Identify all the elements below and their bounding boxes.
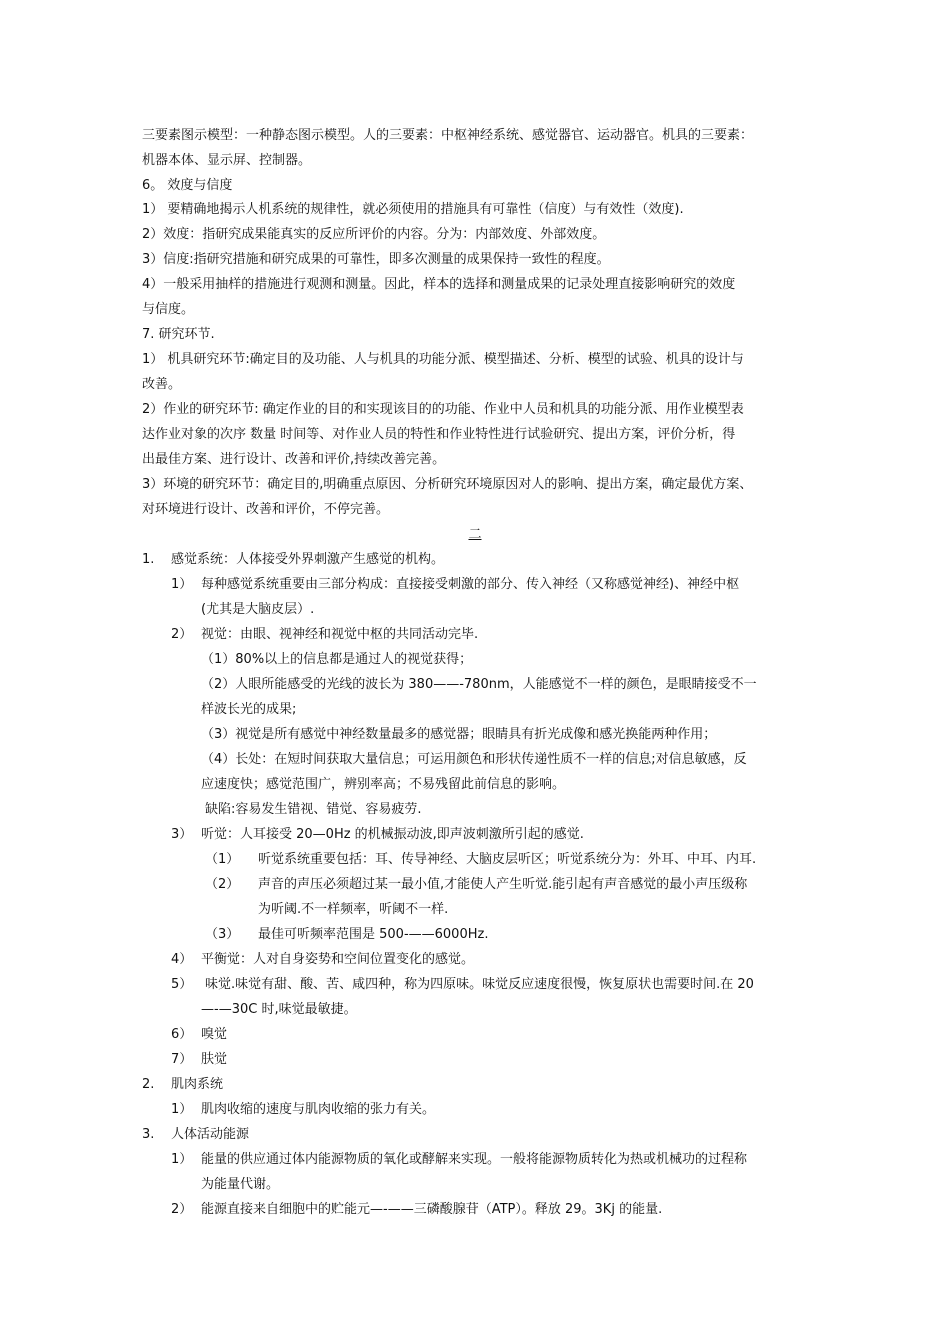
sub-item-number: 7）	[171, 1052, 193, 1067]
hearing-number: （3）	[205, 927, 240, 942]
paragraph-line: 3）信度:指研究措施和研究成果的可靠性，即多次测量的成果保持一致性的程度。	[142, 252, 610, 267]
hearing-number: （2）	[205, 877, 240, 892]
list-number: 2.	[142, 1077, 155, 1092]
list-number: 1.	[142, 552, 155, 567]
sub-item-number: 2）	[171, 1202, 193, 1217]
list-item: 感觉系统：人体接受外界刺激产生感觉的机构。	[171, 552, 445, 567]
sub-item-number: 1）	[171, 577, 193, 592]
sub-item-number: 1）	[171, 1102, 193, 1117]
sub-item: 听觉：人耳接受 20—0Hz 的机械振动波,即声波刺激所引起的感觉.	[201, 827, 584, 842]
list-item: 人体活动能源	[171, 1127, 250, 1142]
sub-item: 肤觉	[201, 1052, 228, 1067]
sub-item: —-—30C 时,味觉最敏捷。	[201, 1002, 357, 1017]
sub-item-number: 1）	[171, 1152, 193, 1167]
sub-item-number: 3）	[171, 827, 193, 842]
paragraph-line: 3）环境的研究环节：确定目的,明确重点原因、分析研究环境原因对人的影响、提出方案，确定最优方案、	[142, 477, 753, 492]
sub-item: 为能量代谢。	[201, 1177, 280, 1192]
paragraph-line: 4）一般采用抽样的措施进行观测和测量。因此，样本的选择和测量成果的记录处理直接影响研究的效度	[142, 277, 736, 292]
vision-point: 样波长光的成果;	[201, 702, 297, 717]
sub-item: 味觉.味觉有甜、酸、苦、咸四种，称为四原味。味觉反应速度很慢，恢复原状也需要时间.在 20	[205, 977, 754, 992]
hearing-number: （1）	[205, 852, 240, 867]
paragraph-line: 机器本体、显示屏、控制器。	[142, 153, 312, 168]
sub-item: 每种感觉系统重要由三部分构成：直接接受刺激的部分、传入神经（又称感觉神经)、神经中枢	[201, 577, 740, 592]
section-heading-7: 7. 研究环节.	[142, 327, 215, 342]
vision-point: （2）人眼所能感受的光线的波长为 380——-780nm，人能感觉不一样的颜色，是眼睛接受不一	[201, 677, 757, 692]
sub-item-number: 2）	[171, 627, 193, 642]
sub-item-number: 6）	[171, 1027, 193, 1042]
paragraph-line: 2）效度：指研究成果能真实的反应所评价的内容。分为：内部效度、外部效度。	[142, 227, 606, 242]
paragraph-line: 与信度。	[142, 302, 195, 317]
sub-item: 视觉：由眼、视神经和视觉中枢的共同活动完毕.	[201, 627, 479, 642]
hearing-point: 为听阈.不一样频率，听阈不一样.	[258, 902, 449, 917]
vision-point: 缺陷:容易发生错视、错觉、容易疲劳.	[205, 802, 422, 817]
paragraph-line: 改善。	[142, 377, 182, 392]
sub-item: 嗅觉	[201, 1027, 228, 1042]
sub-item-number: 5）	[171, 977, 193, 992]
sub-item: 肌肉收缩的速度与肌肉收缩的张力有关。	[201, 1102, 436, 1117]
paragraph-line: 出最佳方案、进行设计、改善和评价,持续改善完善。	[142, 452, 446, 467]
sub-item: 能量的供应通过体内能源物质的氧化或酵解来实现。一般将能源物质转化为热或机械功的过程称	[201, 1152, 748, 1167]
vision-point: （3）视觉是所有感觉中神经数量最多的感觉器；眼睛具有折光成像和感光换能两种作用；	[201, 727, 717, 742]
chapter-heading: 二	[468, 527, 482, 542]
vision-point: （1）80%以上的信息都是通过人的视觉获得；	[201, 652, 473, 667]
paragraph-line: 1） 要精确地揭示人机系统的规律性，就必须使用的措施具有可靠性（信度）与有效性（效度).	[142, 202, 684, 217]
paragraph-line: 对环境进行设计、改善和评价，不停完善。	[142, 502, 390, 517]
sub-item: (尤其是大脑皮层）.	[201, 602, 315, 617]
section-heading-6: 6。 效度与信度	[142, 178, 233, 193]
vision-point: 应速度快；感觉范围广，辨别率高；不易残留此前信息的影响。	[201, 777, 566, 792]
hearing-point: 最佳可听频率范围是 500-——6000Hz.	[258, 927, 489, 942]
list-number: 3.	[142, 1127, 155, 1142]
hearing-point: 听觉系统重要包括：耳、传导神经、大脑皮层听区；听觉系统分为：外耳、中耳、内耳.	[258, 852, 757, 867]
sub-item-number: 4）	[171, 952, 193, 967]
paragraph-line: 1） 机具研究环节:确定目的及功能、人与机具的功能分派、模型描述、分析、模型的试验、机具的设计与	[142, 352, 744, 367]
sub-item: 能源直接来自细胞中的贮能元—-——三磷酸腺苷（ATP）。释放 29。3Kj 的能量.	[201, 1202, 663, 1217]
vision-point: （4）长处：在短时间获取大量信息；可运用颜色和形状传递性质不一样的信息;对信息敏感，反	[201, 752, 747, 767]
paragraph-line: 2）作业的研究环节: 确定作业的目的和实现该目的的功能、作业中人员和机具的功能分派、用作业模型表	[142, 402, 744, 417]
sub-item: 平衡觉：人对自身姿势和空间位置变化的感觉。	[201, 952, 475, 967]
paragraph-line: 达作业对象的次序 数量 时间等、对作业人员的特性和作业特性进行试验研究、提出方案，评价分析，得	[142, 427, 736, 442]
list-item: 肌肉系统	[171, 1077, 224, 1092]
hearing-point: 声音的声压必须超过某一最小值,才能使人产生听觉.能引起有声音感觉的最小声压级称	[258, 877, 748, 892]
paragraph-line: 三要素图示模型：一种静态图示模型。人的三要素：中枢神经系统、感觉器官、运动器官。机具的三要素：	[142, 128, 754, 143]
